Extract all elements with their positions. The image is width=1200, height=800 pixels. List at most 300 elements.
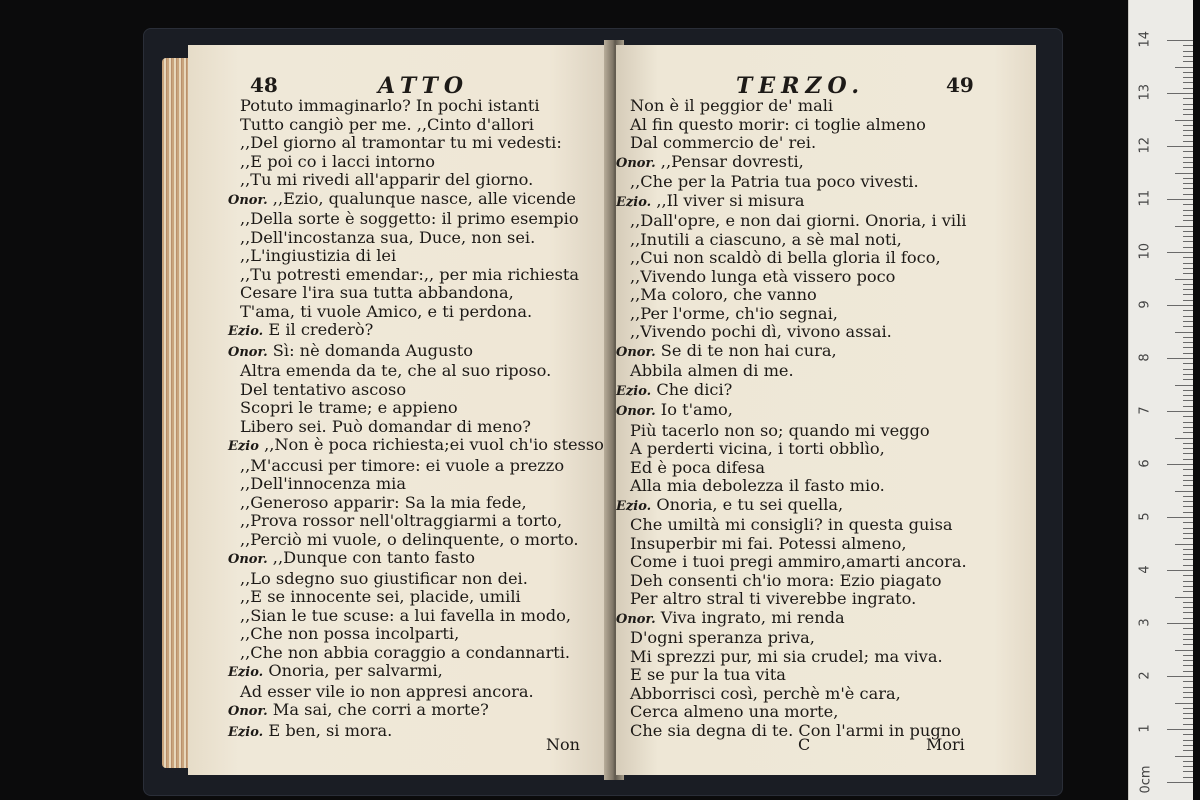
text-line — [188, 607, 613, 626]
verse-text: Io t'amo, — [660, 401, 733, 419]
ruler-tick — [1183, 56, 1193, 57]
ruler-tick — [1183, 104, 1193, 105]
text-line — [616, 305, 1036, 324]
text-line — [188, 588, 613, 607]
text-line — [616, 249, 1036, 268]
text-line — [616, 590, 1036, 609]
ruler-tick — [1183, 761, 1193, 762]
text-line — [616, 362, 1036, 381]
ruler-tick — [1183, 231, 1193, 232]
left-running-head: ATTO — [378, 73, 469, 99]
ruler-tick — [1183, 480, 1193, 481]
speaker-label: Ezio. — [616, 498, 652, 514]
verse-text: Potuto immaginarlo? In pochi istanti — [240, 97, 540, 115]
ruler-tick — [1167, 676, 1193, 677]
ruler-tick — [1183, 342, 1193, 343]
ruler-tick — [1183, 618, 1193, 619]
ruler-tick — [1183, 697, 1193, 698]
ruler-tick — [1183, 51, 1193, 52]
ruler-number: 5 — [1137, 512, 1153, 521]
verse-text: Che umiltà mi consigli? in questa guisa — [630, 516, 953, 534]
ruler-tick — [1183, 316, 1193, 317]
ruler-tick — [1183, 141, 1193, 142]
measuring-ruler — [1128, 0, 1193, 800]
text-line — [188, 229, 613, 248]
ruler-number: 8 — [1137, 353, 1153, 362]
verse-text: Alla mia debolezza il fasto mio. — [630, 477, 885, 495]
ruler-tick — [1183, 109, 1193, 110]
text-line — [616, 535, 1036, 554]
ruler-tick — [1183, 607, 1193, 608]
text-line — [188, 418, 613, 437]
verse-text: ,,Non è poca richiesta;ei vuol ch'io stesso — [264, 436, 604, 454]
text-line — [188, 570, 613, 589]
verse-text: E ben, si mora. — [268, 721, 393, 740]
text-line — [188, 153, 613, 172]
ruler-tick — [1183, 135, 1193, 136]
right-page-number: 49 — [946, 73, 974, 97]
ruler-tick — [1167, 517, 1193, 518]
ruler-tick — [1183, 432, 1193, 433]
text-line — [616, 703, 1036, 722]
verse-text: ,,E poi co i lacci intorno — [240, 152, 436, 171]
verse-text: Scopri le trame; e appieno — [240, 399, 458, 417]
ruler-tick — [1183, 194, 1193, 195]
text-line — [188, 321, 613, 342]
ruler-number: 12 — [1137, 136, 1153, 154]
ruler-number: 14 — [1137, 30, 1153, 48]
right-signature-mark: C — [798, 735, 811, 754]
ruler-tick — [1183, 427, 1193, 428]
ruler-tick — [1183, 475, 1193, 476]
text-line — [616, 268, 1036, 287]
verse-text: ,,Ma coloro, che vanno — [630, 286, 817, 304]
text-line — [616, 572, 1036, 591]
ruler-tick — [1183, 448, 1193, 449]
verse-text: Se di te non hai cura, — [660, 341, 837, 360]
text-line — [616, 553, 1036, 572]
verse-text: Cerca almeno una morte, — [630, 703, 839, 721]
text-line — [188, 549, 613, 570]
ruler-tick — [1175, 279, 1193, 280]
ruler-tick — [1183, 422, 1193, 423]
ruler-tick — [1183, 363, 1193, 364]
ruler-tick — [1183, 655, 1193, 656]
verse-text: Abborrisci così, perchè m'è cara, — [630, 684, 901, 703]
ruler-tick — [1183, 565, 1193, 566]
ruler-tick — [1183, 77, 1193, 78]
ruler-tick — [1175, 385, 1193, 386]
text-line — [616, 666, 1036, 685]
verse-text: ,,Perciò mi vuole, o delinquente, o morto. — [240, 530, 579, 549]
ruler-tick — [1183, 586, 1193, 587]
ruler-tick — [1183, 151, 1193, 152]
ruler-tick — [1183, 188, 1193, 189]
ruler-tick — [1167, 252, 1193, 253]
ruler-tick — [1183, 602, 1193, 603]
verse-text: Al fin questo morir: ci toglie almeno — [630, 115, 926, 134]
ruler-unit-label: 0cm — [1138, 765, 1154, 794]
ruler-tick — [1183, 347, 1193, 348]
ruler-tick — [1183, 125, 1193, 126]
verse-text: D'ogni speranza priva, — [630, 629, 815, 647]
text-line — [616, 685, 1036, 704]
verse-text: ,,Il viver si misura — [656, 191, 805, 210]
text-line — [188, 512, 613, 531]
verse-text: ,,Prova rossor nell'oltraggiarmi a torto, — [240, 512, 563, 530]
verse-text: Insuperbir mi fai. Potessi almeno, — [630, 534, 907, 553]
verse-text: Cesare l'ira sua tutta abbandona, — [240, 284, 514, 302]
text-line — [188, 134, 613, 153]
ruler-tick — [1175, 491, 1193, 492]
ruler-tick — [1183, 326, 1193, 327]
ruler-tick — [1183, 369, 1193, 370]
ruler-tick — [1167, 729, 1193, 730]
ruler-tick — [1175, 120, 1193, 121]
verse-text: Non è il peggior de' mali — [630, 97, 834, 115]
ruler-tick — [1175, 438, 1193, 439]
ruler-tick — [1183, 628, 1193, 629]
text-line — [616, 97, 1036, 116]
verse-text: Ma sai, che corri a morte? — [272, 701, 489, 719]
verse-text: Onoria, per salvarmi, — [268, 662, 443, 680]
verse-text: Viva ingrato, mi renda — [660, 608, 845, 627]
ruler-tick — [1175, 650, 1193, 651]
verse-text: A perderti vicina, i torti obblìo, — [630, 440, 885, 458]
ruler-tick — [1183, 300, 1193, 301]
ruler-tick — [1167, 411, 1193, 412]
verse-text: ,,Generoso apparir: Sa la mia fede, — [240, 493, 527, 512]
verse-text: Più tacerlo non so; quando mi veggo — [630, 421, 930, 440]
text-line — [188, 116, 613, 135]
verse-text: ,,Vivendo lunga età vissero poco — [630, 267, 896, 286]
ruler-number: 13 — [1137, 83, 1153, 101]
ruler-tick — [1183, 88, 1193, 89]
ruler-tick — [1183, 612, 1193, 613]
text-line — [616, 648, 1036, 667]
ruler-tick — [1183, 443, 1193, 444]
left-page-number: 48 — [250, 73, 278, 97]
ruler-tick — [1183, 591, 1193, 592]
ruler-tick — [1183, 257, 1193, 258]
text-line — [616, 153, 1036, 174]
verse-text: ,,Per l'orme, ch'io segnai, — [630, 304, 838, 323]
ruler-tick — [1183, 321, 1193, 322]
text-line — [188, 662, 613, 683]
speaker-label: Ezio — [228, 439, 259, 454]
left-page — [188, 45, 613, 775]
text-line — [188, 247, 613, 266]
ruler-tick — [1175, 67, 1193, 68]
ruler-tick — [1183, 708, 1193, 709]
right-catchword: Mori — [926, 735, 965, 754]
ruler-tick — [1183, 294, 1193, 295]
text-line — [616, 440, 1036, 459]
ruler-number: 6 — [1137, 459, 1153, 468]
text-line — [616, 459, 1036, 478]
ruler-tick — [1183, 506, 1193, 507]
verse-text: Come i tuoi pregi ammiro,amarti ancora. — [630, 553, 967, 571]
ruler-tick — [1183, 183, 1193, 184]
text-line — [188, 97, 613, 116]
ruler-tick — [1183, 750, 1193, 751]
ruler-tick — [1183, 771, 1193, 772]
verse-text: ,,Della sorte è soggetto: il primo esempio — [240, 210, 579, 228]
ruler-tick — [1183, 310, 1193, 311]
text-line — [188, 436, 613, 457]
ruler-tick — [1183, 453, 1193, 454]
text-line — [188, 266, 613, 285]
ruler-tick — [1183, 353, 1193, 354]
text-line — [616, 477, 1036, 496]
text-line — [616, 381, 1036, 402]
text-line — [188, 475, 613, 494]
ruler-tick — [1167, 782, 1193, 783]
right-running-head: TERZO. — [736, 73, 866, 99]
text-line — [616, 342, 1036, 363]
ruler-tick — [1183, 273, 1193, 274]
ruler-tick — [1183, 522, 1193, 523]
ruler-tick — [1167, 199, 1193, 200]
ruler-tick — [1183, 718, 1193, 719]
ruler-tick — [1183, 671, 1193, 672]
speaker-label: Onor. — [228, 344, 268, 360]
ruler-tick — [1183, 665, 1193, 666]
text-line — [188, 303, 613, 322]
ruler-number: 3 — [1137, 618, 1153, 627]
verse-text: ,,Ezio, qualunque nasce, alle vicende — [272, 189, 577, 208]
ruler-tick — [1183, 687, 1193, 688]
ruler-tick — [1183, 241, 1193, 242]
ruler-tick — [1167, 358, 1193, 359]
text-line — [616, 134, 1036, 153]
ruler-tick — [1183, 215, 1193, 216]
ruler-tick — [1183, 777, 1193, 778]
verse-text: ,,Che non possa incolparti, — [240, 625, 460, 643]
verse-text: ,,Inutili a ciascuno, a sè mal noti, — [630, 230, 902, 249]
speaker-label: Onor. — [228, 704, 268, 719]
verse-text: ,,Dell'incostanza sua, Duce, non sei. — [240, 228, 536, 247]
verse-text: ,,Tu potresti emendar:,, per mia richiesta — [240, 265, 580, 284]
verse-text: ,,Tu mi rivedi all'apparir del giorno. — [240, 171, 534, 189]
text-line — [188, 210, 613, 229]
ruler-tick — [1183, 167, 1193, 168]
ruler-tick — [1183, 374, 1193, 375]
speaker-label: Onor. — [616, 404, 656, 419]
ruler-tick — [1183, 130, 1193, 131]
ruler-tick — [1183, 114, 1193, 115]
speaker-label: Ezio. — [616, 383, 652, 399]
verse-text: Sì: nè domanda Augusto — [272, 341, 473, 360]
ruler-tick — [1183, 459, 1193, 460]
ruler-tick — [1183, 745, 1193, 746]
ruler-tick — [1175, 173, 1193, 174]
text-line — [616, 286, 1036, 305]
ruler-tick — [1183, 178, 1193, 179]
text-line — [616, 609, 1036, 630]
ruler-tick — [1183, 220, 1193, 221]
verse-text: ,,Cui non scaldò di bella gloria il foco, — [630, 249, 941, 267]
ruler-tick — [1183, 72, 1193, 73]
text-line — [616, 231, 1036, 250]
ruler-number: 7 — [1137, 406, 1153, 415]
verse-text: Mi sprezzi pur, mi sia crudel; ma viva. — [630, 647, 943, 666]
ruler-tick — [1183, 644, 1193, 645]
ruler-tick — [1183, 247, 1193, 248]
ruler-tick — [1183, 268, 1193, 269]
verse-text: Che dici? — [656, 380, 733, 399]
ruler-tick — [1183, 639, 1193, 640]
ruler-tick — [1167, 93, 1193, 94]
text-line — [188, 399, 613, 418]
verse-text: Che sia degna di te. Con l'armi in pugno — [630, 721, 961, 740]
ruler-tick — [1183, 512, 1193, 513]
verse-text: ,,Dell'innocenza mia — [240, 475, 407, 493]
speaker-label: Onor. — [616, 155, 656, 171]
ruler-tick — [1183, 528, 1193, 529]
ruler-tick — [1183, 634, 1193, 635]
verse-text: Deh consenti ch'io mora: Ezio piagato — [630, 571, 942, 590]
left-catchword: Non — [546, 735, 580, 754]
ruler-tick — [1183, 734, 1193, 735]
ruler-tick — [1183, 210, 1193, 211]
text-line — [188, 381, 613, 400]
ruler-tick — [1183, 406, 1193, 407]
verse-text: ,,Vivendo pochi dì, vivono assai. — [630, 323, 892, 341]
ruler-tick — [1175, 756, 1193, 757]
verse-text: ,,Che non abbia coraggio a condannarti. — [240, 643, 571, 662]
ruler-tick — [1183, 496, 1193, 497]
ruler-tick — [1183, 284, 1193, 285]
ruler-tick — [1183, 263, 1193, 264]
text-line — [616, 212, 1036, 231]
text-line — [188, 683, 613, 702]
ruler-number: 9 — [1137, 300, 1153, 309]
text-line — [616, 516, 1036, 535]
ruler-tick — [1183, 61, 1193, 62]
ruler-tick — [1183, 681, 1193, 682]
verse-text: Abbila almen di me. — [630, 362, 794, 380]
ruler-tick — [1175, 544, 1193, 545]
ruler-tick — [1183, 289, 1193, 290]
ruler-tick — [1183, 575, 1193, 576]
ruler-tick — [1183, 162, 1193, 163]
text-line — [616, 422, 1036, 441]
verse-text: ,,Del giorno al tramontar tu mi vedesti: — [240, 134, 562, 152]
ruler-tick — [1183, 538, 1193, 539]
ruler-tick — [1183, 379, 1193, 380]
text-line — [616, 496, 1036, 517]
text-line — [188, 494, 613, 513]
ruler-tick — [1183, 559, 1193, 560]
ruler-tick — [1183, 692, 1193, 693]
text-line — [616, 401, 1036, 422]
ruler-tick — [1183, 724, 1193, 725]
verse-text: Ed è poca difesa — [630, 458, 766, 477]
ruler-tick — [1183, 554, 1193, 555]
ruler-number: 11 — [1137, 189, 1153, 207]
verse-text: ,,Sian le tue scuse: a lui favella in modo, — [240, 606, 571, 625]
text-line — [188, 362, 613, 381]
speaker-label: Onor. — [228, 552, 268, 567]
text-line — [188, 457, 613, 476]
ruler-tick — [1183, 416, 1193, 417]
right-page — [616, 45, 1036, 775]
ruler-tick — [1167, 146, 1193, 147]
ruler-number: 4 — [1137, 565, 1153, 574]
verse-text: ,,Dunque con tanto fasto — [272, 549, 475, 567]
ruler-tick — [1167, 623, 1193, 624]
text-line — [616, 116, 1036, 135]
speaker-label: Ezio. — [616, 194, 652, 210]
ruler-tick — [1175, 226, 1193, 227]
ruler-tick — [1183, 766, 1193, 767]
ruler-tick — [1183, 713, 1193, 714]
speaker-label: Onor. — [616, 344, 656, 360]
text-line — [188, 284, 613, 303]
verse-text: T'ama, ti vuole Amico, e ti perdona. — [240, 302, 533, 321]
ruler-tick — [1183, 45, 1193, 46]
ruler-tick — [1167, 40, 1193, 41]
ruler-tick — [1183, 485, 1193, 486]
speaker-label: Onor. — [616, 611, 656, 627]
speaker-label: Ezio. — [228, 324, 264, 339]
text-line — [616, 173, 1036, 192]
ruler-tick — [1183, 98, 1193, 99]
verse-text: Altra emenda da te, che al suo riposo. — [240, 362, 552, 380]
verse-text: ,,Che per la Patria tua poco vivesti. — [630, 173, 919, 191]
verse-text: Del tentativo ascoso — [240, 380, 407, 399]
ruler-tick — [1175, 597, 1193, 598]
speaker-label: Onor. — [228, 192, 268, 208]
ruler-tick — [1183, 157, 1193, 158]
ruler-tick — [1183, 337, 1193, 338]
verse-text: Tutto cangiò per me. ,,Cinto d'allori — [240, 115, 534, 134]
text-line — [188, 625, 613, 644]
ruler-tick — [1183, 533, 1193, 534]
ruler-tick — [1183, 581, 1193, 582]
ruler-tick — [1183, 390, 1193, 391]
verse-text: Libero sei. Può domandar di meno? — [240, 417, 531, 436]
verse-text: ,,E se innocente sei, placide, umili — [240, 588, 521, 606]
speaker-label: Ezio. — [228, 724, 264, 740]
ruler-tick — [1183, 395, 1193, 396]
ruler-tick — [1183, 660, 1193, 661]
verse-text: Ad esser vile io non appresi ancora. — [240, 682, 534, 701]
text-line — [188, 171, 613, 190]
text-line — [188, 342, 613, 363]
text-line — [616, 722, 1036, 741]
verse-text: ,,Lo sdegno suo giustificar non dei. — [240, 569, 528, 588]
verse-text: ,,Dall'opre, e non dai giorni. Onoria, i vili — [630, 212, 967, 230]
text-line — [188, 644, 613, 663]
verse-text: E il crederò? — [268, 321, 374, 339]
ruler-tick — [1183, 501, 1193, 502]
ruler-number: 1 — [1137, 724, 1153, 733]
text-line — [188, 701, 613, 722]
ruler-tick — [1183, 204, 1193, 205]
ruler-tick — [1175, 332, 1193, 333]
text-line — [616, 629, 1036, 648]
ruler-tick — [1183, 400, 1193, 401]
ruler-number: 10 — [1137, 242, 1153, 260]
left-text-block — [188, 97, 613, 742]
verse-text: ,,Pensar dovresti, — [660, 152, 804, 171]
verse-text: Per altro stral ti viverebbe ingrato. — [630, 590, 917, 608]
ruler-tick — [1183, 469, 1193, 470]
text-line — [616, 192, 1036, 213]
ruler-tick — [1183, 236, 1193, 237]
